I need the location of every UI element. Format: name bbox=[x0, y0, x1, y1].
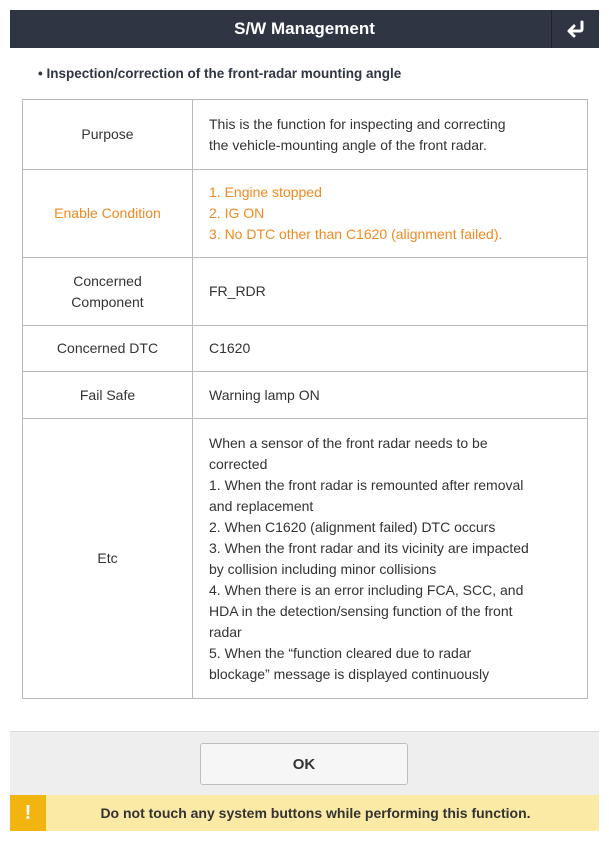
exclamation-icon: ! bbox=[10, 795, 46, 831]
warning-text: Do not touch any system buttons while performing this function. bbox=[100, 805, 531, 821]
back-button[interactable] bbox=[551, 10, 599, 48]
purpose-line: This is the function for inspecting and correcting bbox=[209, 115, 506, 132]
enable-condition-line: 1. Engine stopped bbox=[209, 184, 322, 200]
concerned-component-label-line: Concerned bbox=[73, 272, 142, 289]
table-row-enable-condition bbox=[23, 170, 588, 258]
warning-banner bbox=[10, 795, 599, 831]
concerned-component-value: FR_RDR bbox=[193, 258, 588, 326]
etc-line: radar bbox=[209, 623, 242, 640]
ok-button[interactable]: OK bbox=[200, 743, 408, 785]
table-row-concerned-component bbox=[23, 258, 588, 326]
etc-value bbox=[193, 419, 588, 699]
enable-condition-line: 3. No DTC other than C1620 (alignment failed). bbox=[209, 226, 503, 242]
etc-label: Etc bbox=[23, 419, 193, 699]
etc-line: 3. When the front radar and its vicinity are impacted bbox=[209, 539, 529, 556]
etc-line: HDA in the detection/sensing function of the front bbox=[209, 602, 513, 619]
purpose-value bbox=[193, 100, 588, 170]
table-row-purpose bbox=[23, 100, 588, 170]
concerned-component-label-line: Component bbox=[71, 293, 144, 310]
enable-condition-label: Enable Condition bbox=[23, 170, 193, 258]
purpose-line: the vehicle-mounting angle of the front radar. bbox=[209, 136, 487, 153]
etc-line: 2. When C1620 (alignment failed) DTC occurs bbox=[209, 518, 496, 535]
footer-bar bbox=[10, 731, 599, 795]
title-bar bbox=[10, 10, 599, 48]
table-row-concerned-dtc bbox=[23, 326, 588, 372]
purpose-label: Purpose bbox=[23, 100, 193, 170]
concerned-dtc-label: Concerned DTC bbox=[23, 326, 193, 372]
etc-line: 5. When the “function cleared due to radar bbox=[209, 644, 472, 661]
etc-line: 4. When there is an error including FCA, SCC, and bbox=[209, 581, 524, 598]
enable-condition-value bbox=[193, 170, 588, 258]
etc-line: and replacement bbox=[209, 497, 314, 514]
etc-line: When a sensor of the front radar needs to be bbox=[209, 434, 488, 451]
table-row-etc bbox=[23, 419, 588, 699]
concerned-dtc-value: C1620 bbox=[193, 326, 588, 372]
return-arrow-icon bbox=[565, 20, 587, 38]
page-title: S/W Management bbox=[234, 19, 375, 38]
fail-safe-label: Fail Safe bbox=[23, 372, 193, 419]
table-row-fail-safe bbox=[23, 372, 588, 419]
fail-safe-value: Warning lamp ON bbox=[193, 372, 588, 419]
info-table bbox=[22, 99, 588, 699]
concerned-component-label bbox=[23, 258, 193, 326]
etc-line: corrected bbox=[209, 455, 268, 472]
etc-line: blockage” message is displayed continuously bbox=[209, 665, 490, 682]
section-heading: • Inspection/correction of the front-radar mounting angle bbox=[38, 66, 402, 81]
etc-line: by collision including minor collisions bbox=[209, 560, 437, 577]
enable-condition-line: 2. IG ON bbox=[209, 205, 265, 221]
etc-line: 1. When the front radar is remounted after removal bbox=[209, 476, 524, 493]
